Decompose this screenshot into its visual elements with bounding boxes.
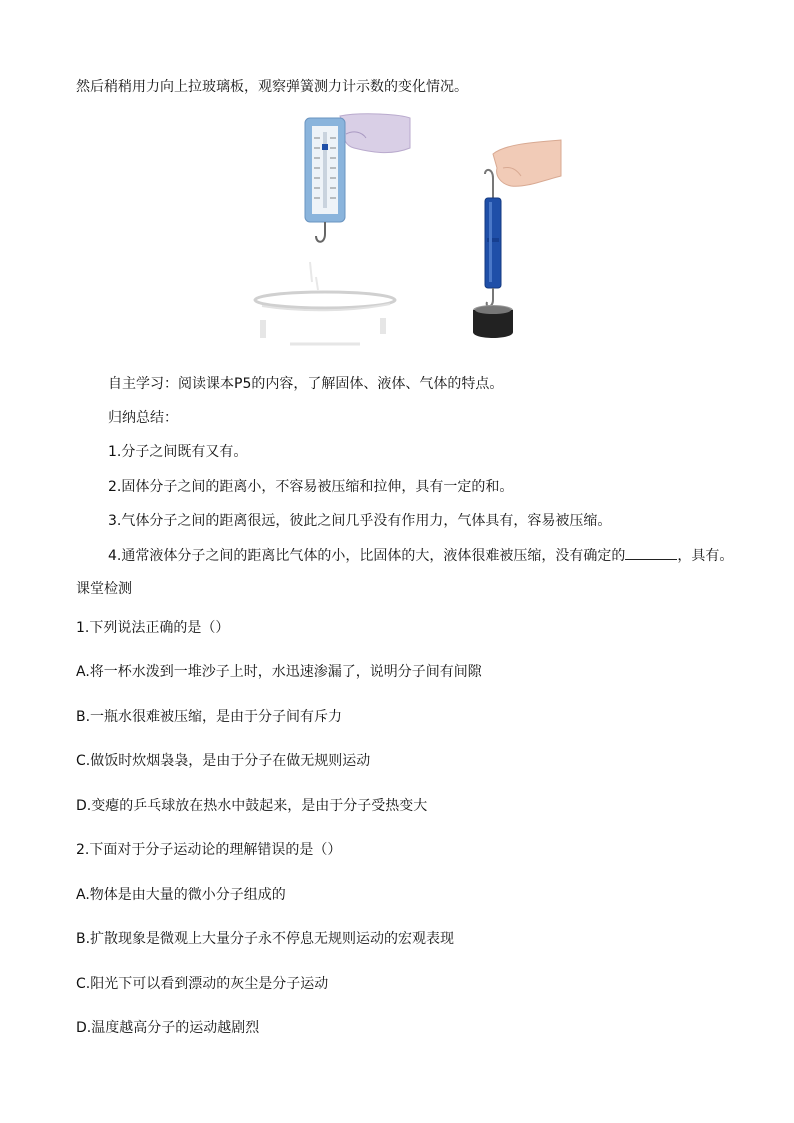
check-heading: 课堂检测: [76, 581, 132, 597]
question-1-option-b: B.一瓶水很难被压缩，是由于分子间有斥力: [76, 709, 343, 725]
tube-spring-scale-weight-figure: [465, 138, 565, 343]
spring-scale-glass-plate-figure: [250, 112, 420, 352]
intro-text: 然后稍稍用力向上拉玻璃板，观察弹簧测力计示数的变化情况。: [76, 79, 468, 95]
summary-item-4-tail: ，具有。: [677, 548, 734, 564]
question-1-option-c: C.做饭时炊烟袅袅，是由于分子在做无规则运动: [76, 753, 371, 769]
question-1-option-d: D.变瘪的乒乓球放在热水中鼓起来，是由于分子受热变大: [76, 798, 428, 814]
question-2-option-a: A.物体是由大量的微小分子组成的: [76, 887, 286, 903]
summary-item-4: [108, 545, 733, 566]
summary-heading: 归纳总结：: [108, 410, 178, 426]
question-1-option-a: A.将一杯水泼到一堆沙子上时，水迅速渗漏了，说明分子间有间隙: [76, 664, 482, 680]
summary-item-2: 2.固体分子之间的距离小，不容易被压缩和拉伸，具有一定的和。: [108, 479, 514, 495]
answer-blank[interactable]: [625, 545, 677, 560]
question-2-option-c: C.阳光下可以看到漂动的灰尘是分子运动: [76, 976, 329, 992]
question-2-stem: 2.下面对于分子运动论的理解错误的是（）: [76, 842, 342, 858]
question-2-option-d: D.温度越高分子的运动越剧烈: [76, 1020, 260, 1036]
question-1-stem: 1.下列说法正确的是（）: [76, 620, 230, 636]
summary-item-4-text: 4.通常液体分子之间的距离比气体的小，比固体的大，液体很难被压缩，没有确定的: [108, 548, 626, 564]
question-2-option-b: B.扩散现象是微观上大量分子永不停息无规则运动的宏观表现: [76, 931, 455, 947]
summary-item-1: 1.分子之间既有又有。: [108, 444, 248, 460]
summary-item-3: 3.气体分子之间的距离很远，彼此之间几乎没有作用力，气体具有，容易被压缩。: [108, 513, 612, 529]
self-study-text: 自主学习：阅读课本P5的内容，了解固体、液体、气体的特点。: [108, 376, 504, 392]
